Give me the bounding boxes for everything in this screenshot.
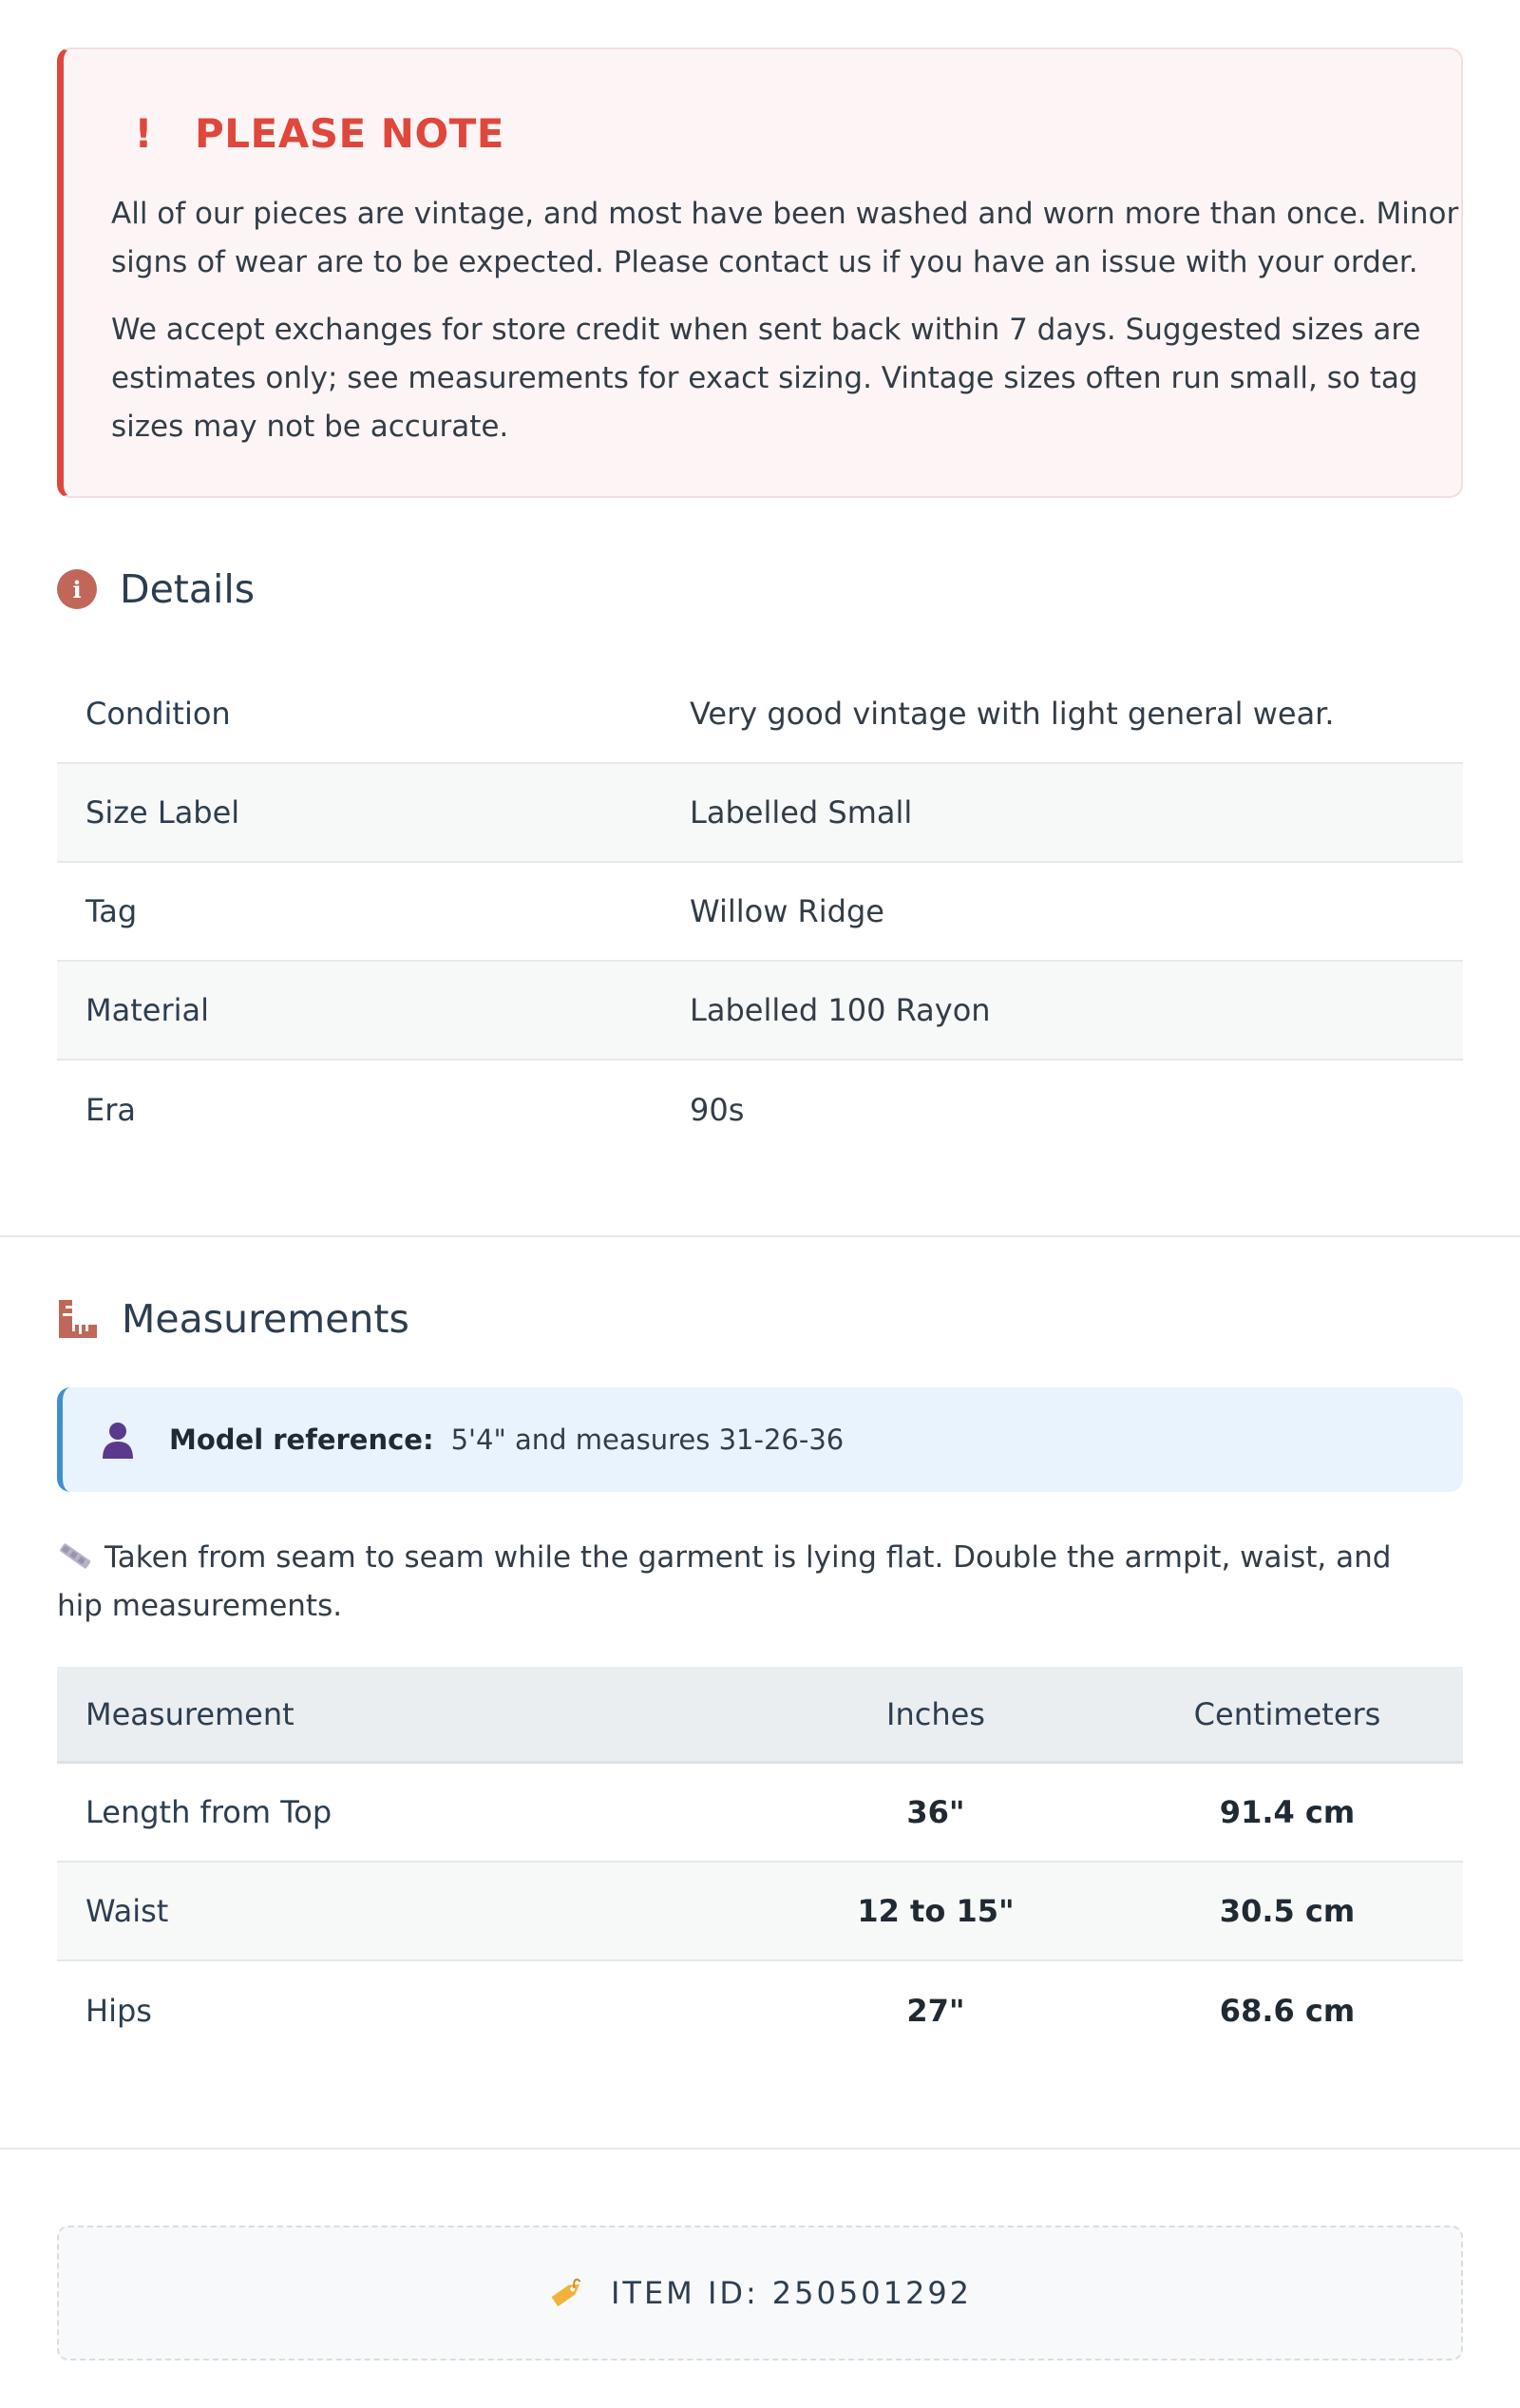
details-label: Tag: [86, 893, 138, 929]
details-value: 90s: [690, 1092, 745, 1128]
model-reference-banner: [57, 1387, 1463, 1492]
details-row-size-label: [57, 764, 1463, 863]
section-divider: [0, 1235, 1520, 1237]
measurement-name: Waist: [86, 1893, 169, 1929]
item-id-label: ITEM ID:: [610, 2275, 759, 2311]
info-circle-icon: i: [57, 569, 97, 609]
table-row: [57, 1863, 1463, 1961]
ruler-icon: [57, 1298, 99, 1340]
pencil-icon: [57, 1542, 95, 1571]
tag-icon: [548, 2274, 586, 2312]
measurement-inches: 36": [906, 1794, 965, 1830]
details-row-condition: [57, 665, 1463, 764]
details-value: Very good vintage with light general wear.: [690, 696, 1335, 732]
measurement-note-text: Taken from seam to seam while the garment is lying flat. Double the armpit, waist, and hip measurements.: [57, 1540, 1392, 1623]
notice-header: [130, 110, 504, 157]
measurement-cm: 68.6 cm: [1219, 1993, 1356, 2029]
details-label: Material: [86, 992, 209, 1028]
details-row-tag: [57, 863, 1463, 962]
measurement-note: [57, 1534, 1406, 1631]
details-value: Willow Ridge: [690, 893, 884, 929]
details-table: [57, 665, 1463, 1159]
measurement-name: Hips: [86, 1993, 152, 2029]
header-measurement: Measurement: [86, 1695, 294, 1732]
measurements-heading: [57, 1296, 409, 1342]
measurement-cm: 30.5 cm: [1219, 1893, 1356, 1929]
header-inches: Inches: [886, 1695, 985, 1732]
measurement-inches: 12 to 15": [857, 1893, 1015, 1929]
details-label: Era: [86, 1092, 136, 1128]
details-row-era: [57, 1061, 1463, 1159]
measurement-cm: 91.4 cm: [1219, 1794, 1356, 1830]
measurements-header-row: [57, 1667, 1463, 1764]
notice-paragraph-exchanges: We accept exchanges for store credit when sent back within 7 days. Suggested sizes are estimates only; see measurements for exact sizing. Vintage sizes often run small, so tag sizes may not be accurate.: [111, 313, 1421, 444]
measurement-inches: 27": [906, 1993, 965, 2029]
measurement-name: Length from Top: [86, 1794, 332, 1830]
person-icon: [101, 1421, 135, 1459]
details-heading: [57, 566, 255, 612]
item-id-box: [57, 2226, 1463, 2360]
measurements-table: [57, 1667, 1463, 2060]
details-label: Size Label: [86, 794, 240, 831]
notice-paragraph-wear: All of our pieces are vintage, and most have been washed and worn more than once. Minor signs of wear are to be expected. Please contact us if you have an issue with your order.: [111, 197, 1459, 279]
section-divider: [0, 2148, 1520, 2150]
notice-title: PLEASE NOTE: [195, 110, 504, 157]
exclamation-icon: !: [134, 109, 153, 157]
table-row: [57, 1764, 1463, 1863]
model-reference-value: 5'4" and measures 31-26-36: [450, 1424, 845, 1456]
details-value: Labelled Small: [690, 794, 913, 831]
model-reference-label: Model reference:: [169, 1424, 434, 1456]
details-title: Details: [120, 566, 256, 612]
details-value: Labelled 100 Rayon: [690, 992, 991, 1028]
table-row: [57, 1961, 1463, 2060]
please-note-notice: [57, 48, 1463, 498]
details-row-material: [57, 962, 1463, 1061]
details-label: Condition: [86, 696, 231, 732]
header-centimeters: Centimeters: [1193, 1695, 1381, 1732]
measurements-title: Measurements: [122, 1296, 409, 1342]
item-id-value: 250501292: [771, 2275, 973, 2311]
